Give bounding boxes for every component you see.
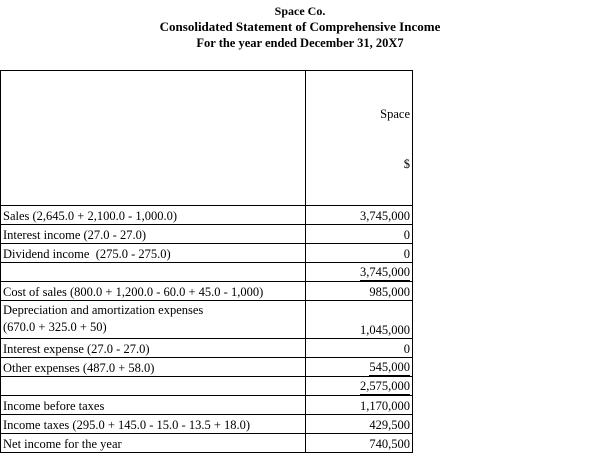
row-amount-cell: [306, 263, 413, 282]
table-row: [1, 396, 413, 415]
header-currency-symbol: $: [403, 157, 410, 171]
row-amount-value: 0: [403, 342, 410, 356]
row-amount-value: 740,500: [369, 437, 410, 451]
table-row: [1, 301, 413, 339]
row-amount-subtotal: 2,575,000: [360, 379, 410, 393]
header-label-cell: [1, 71, 306, 206]
table-row: [1, 244, 413, 263]
row-amount-value: 0: [403, 247, 410, 261]
title-line-company: Space Co.: [274, 4, 326, 18]
row-label-cell: Income before taxes: [1, 396, 306, 415]
header-entity-name: Space: [380, 107, 410, 121]
table-row: [1, 339, 413, 358]
table-row: [1, 263, 413, 282]
table-row: [1, 358, 413, 377]
income-statement-table: [0, 70, 413, 453]
row-label-cell: Other expenses (487.0 + 58.0): [1, 358, 306, 377]
row-label-cell: Interest expense (27.0 - 27.0): [1, 339, 306, 358]
row-amount-value: 429,500: [369, 418, 410, 432]
document-title-block: [0, 0, 600, 51]
row-amount-value: 1,045,000: [360, 323, 410, 337]
row-amount-cell: [306, 225, 413, 244]
row-label-cell: Net income for the year: [1, 434, 306, 453]
table-row: [1, 377, 413, 396]
table-row: [1, 206, 413, 225]
row-label-line-2: (670.0 + 325.0 + 50): [3, 320, 107, 334]
table-row: [1, 225, 413, 244]
row-label-cell: Interest income (27.0 - 27.0): [1, 225, 306, 244]
row-label-cell: Cost of sales (800.0 + 1,200.0 - 60.0 + 45.0 - 1,000): [1, 282, 306, 301]
row-amount-value: 0: [403, 228, 410, 242]
row-amount-value: 985,000: [369, 285, 410, 299]
title-line-statement: Consolidated Statement of Comprehensive Income: [159, 19, 441, 34]
row-label-cell: Sales (2,645.0 + 2,100.0 - 1,000.0): [1, 206, 306, 225]
row-amount-cell: [306, 339, 413, 358]
row-amount-cell: [306, 244, 413, 263]
row-label-cell: [1, 377, 306, 396]
row-amount-cell: [306, 301, 413, 339]
table-row: [1, 415, 413, 434]
row-amount-cell: [306, 206, 413, 225]
row-label-line-1: Depreciation and amortization expenses: [3, 303, 204, 317]
income-statement-body: [1, 71, 413, 453]
header-amount-cell: [306, 71, 413, 206]
row-label-cell: [1, 263, 306, 282]
row-amount-cell: [306, 434, 413, 453]
row-amount-cell: [306, 377, 413, 396]
row-amount-cell: [306, 415, 413, 434]
row-amount-cell: [306, 396, 413, 415]
table-header-row: [1, 71, 413, 206]
row-label-cell: [1, 301, 306, 339]
row-label-cell: Income taxes (295.0 + 145.0 - 15.0 - 13.5 + 18.0): [1, 415, 306, 434]
row-amount-subtotal: 3,745,000: [360, 265, 410, 279]
table-row: [1, 434, 413, 453]
title-line-period: For the year ended December 31, 20X7: [196, 36, 404, 50]
table-row: [1, 282, 413, 301]
row-amount-value: 1,170,000: [360, 399, 410, 413]
statement-table-wrapper: [0, 70, 413, 453]
row-label-cell: Dividend income (275.0 - 275.0): [1, 244, 306, 263]
row-amount-subtotal: 545,000: [369, 360, 410, 374]
row-amount-cell: [306, 282, 413, 301]
row-amount-cell: [306, 358, 413, 377]
row-amount-value: 3,745,000: [360, 209, 410, 223]
